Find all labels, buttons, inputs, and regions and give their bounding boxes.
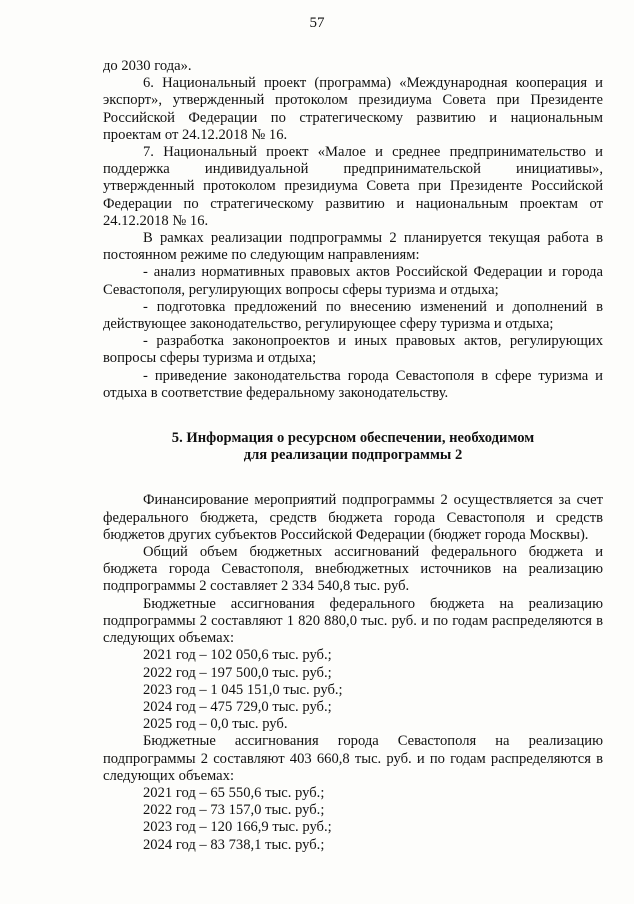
sevastopol-year-item: 2023 год – 120 166,9 тыс. руб.; (143, 819, 332, 836)
section-heading-line-1: 5. Информация о ресурсном обеспечении, необходимом (171, 430, 535, 447)
section-heading-line-2: для реализации подпрограммы 2 (243, 447, 463, 464)
federal-year-item: 2025 год – 0,0 тыс. руб. (143, 716, 288, 733)
paragraph-financing: Финансирование мероприятий подпрограммы 2 осуществляется за счет федерального бюджета, средств бюджета города Севастополя и средств бюджетов других субъектов Российской Федерации (бюджет города Москвы). (103, 492, 603, 543)
section-heading (103, 430, 603, 464)
federal-year-item: 2022 год – 197 500,0 тыс. руб.; (143, 664, 332, 681)
direction-item-alignment: - приведение законодательства города Севастополя в сфере туризма и отдыха в соответствие федеральному законодательству. (103, 367, 603, 401)
paragraph-continuation: до 2030 года». (103, 58, 192, 74)
direction-item-proposals: - подготовка предложений по внесению изменений и дополнений в действующее законодательство, регулирующее сферу туризма и отдыха; (103, 298, 603, 333)
paragraph-project-7: 7. Национальный проект «Малое и среднее предпринимательство и поддержка индивидуальной предпринимательской инициативы», утвержденный протоколом президиума Совета при Президенте Российской Федерации по стратегическому развитию и национальным проектам от 24.12.2018 № 16. (103, 144, 603, 229)
paragraph-sevastopol-budget: Бюджетные ассигнования города Севастополя на реализацию подпрограммы 2 составляют 403 660,8 тыс. руб. и по годам распределяются в следующих объемах: (103, 733, 603, 784)
direction-item-analysis: - анализ нормативных правовых актов Российской Федерации и города Севастополя, регулирующих вопросы сферы туризма и отдыха; (103, 264, 603, 298)
federal-year-item: 2024 год – 475 729,0 тыс. руб.; (143, 698, 332, 715)
paragraph-total-volume: Общий объем бюджетных ассигнований федерального бюджета и бюджета города Севастополя, внебюджетных источников на реализацию подпрограммы 2 составляет 2 334 540,8 тыс. руб. (103, 544, 603, 595)
paragraph-project-6: 6. Национальный проект (программа) «Международная кооперация и экспорт», утвержденный протоколом президиума Совета при Президенте Российской Федерации по стратегическому развитию и национальным проектам от 24.12.2018 № 16. (103, 75, 603, 143)
sevastopol-year-item: 2024 год – 83 738,1 тыс. руб.; (143, 836, 325, 853)
direction-item-drafting: - разработка законопроектов и иных правовых актов, регулирующих вопросы сферы туризма и отдыха; (103, 333, 603, 367)
federal-year-item: 2021 год – 102 050,6 тыс. руб.; (143, 647, 332, 664)
federal-year-item: 2023 год – 1 045 151,0 тыс. руб.; (143, 681, 343, 698)
sevastopol-year-item: 2021 год – 65 550,6 тыс. руб.; (143, 784, 325, 801)
paragraph-federal-budget: Бюджетные ассигнования федерального бюджета на реализацию подпрограммы 2 составляют 1 820 880,0 тыс. руб. и по годам распределяются в следующих объемах: (103, 595, 603, 647)
page-number: 57 (309, 15, 325, 31)
document-body (103, 58, 603, 854)
paragraph-work-directions: В рамках реализации подпрограммы 2 планируется текущая работа в постоянном режиме по следующим направлениям: (103, 230, 603, 264)
sevastopol-year-item: 2022 год – 73 157,0 тыс. руб.; (143, 802, 325, 819)
